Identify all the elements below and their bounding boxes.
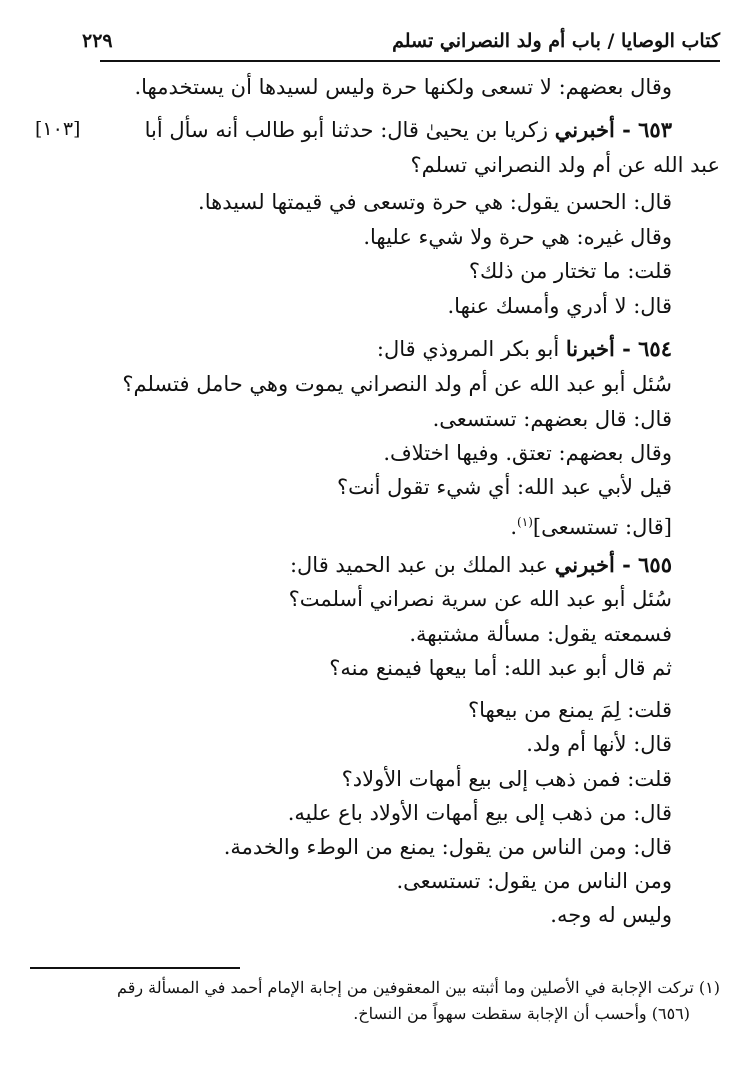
text-line: سُئل أبو عبد الله عن أم ولد النصراني يموت وهي حامل فتسلم؟ <box>122 372 672 396</box>
text-line: قال: لأنها أم ولد. <box>526 732 672 756</box>
footnote-marker: (١) <box>517 515 533 529</box>
text-line: عبد الله عن أم ولد النصراني تسلم؟ <box>410 153 720 177</box>
page-number: ٢٢٩ <box>82 30 119 52</box>
entry-verb: أخبرني <box>554 552 615 577</box>
text-line: وقال بعضهم: تعتق. وفيها اختلاف. <box>383 441 672 465</box>
footnote-divider <box>30 967 240 969</box>
text-line: [قال: تستسعى]$^{(١)}$. <box>510 515 672 539</box>
entry-number: ٦٥٥ - <box>614 552 672 577</box>
text-line: قال: من ذهب إلى بيع أمهات الأولاد باع عليه. <box>287 801 672 825</box>
text-line: قلت: ما تختار من ذلك؟ <box>468 259 672 283</box>
text-line: قلت: فمن ذهب إلى بيع أمهات الأولاد؟ <box>341 767 672 791</box>
text-line: ٦٥٣ - أخبرني زكريا بن يحيىٰ قال: حدثنا أبو طالب أنه سأل أبا <box>144 117 672 142</box>
text-line: قال: الحسن يقول: هي حرة وتسعى في قيمتها لسيدها. <box>198 190 672 214</box>
text-line: ثم قال أبو عبد الله: أما بيعها فيمنع منه؟ <box>329 656 672 680</box>
margin-reference: [١٠٣] <box>35 118 81 140</box>
text-line: قال: قال بعضهم: تستسعى. <box>432 407 672 431</box>
entry-verb: أخبرنا <box>565 336 615 361</box>
text-line: ومن الناس من يقول: تستسعى. <box>396 869 672 893</box>
text-line: قيل لأبي عبد الله: أي شيء تقول أنت؟ <box>336 475 672 499</box>
text-line: فسمعته يقول: مسألة مشتبهة. <box>409 622 672 646</box>
text-line: سُئل أبو عبد الله عن سرية نصراني أسلمت؟ <box>288 587 672 611</box>
text-line: وقال غيره: هي حرة ولا شيء عليها. <box>363 225 672 249</box>
entry-number: ٦٥٣ - <box>614 117 672 142</box>
entry-number: ٦٥٤ - <box>614 336 672 361</box>
text-line: ٦٥٤ - أخبرنا أبو بكر المروذي قال: <box>376 336 672 361</box>
text-line: وليس له وجه. <box>550 903 672 927</box>
entry-verb: أخبرني <box>554 117 615 142</box>
footnote-line: (٦٥٦) وأحسب أن الإجابة سقطت سهواً من النساخ. <box>353 1004 690 1023</box>
header-title: كتاب الوصايا / باب أم ولد النصراني تسلم <box>384 30 720 52</box>
text-line: وقال بعضهم: لا تسعى ولكنها حرة وليس لسيدها أن يستخدمها. <box>134 75 672 99</box>
text-line: ٦٥٥ - أخبرني عبد الملك بن عبد الحميد قال: <box>289 552 672 577</box>
text-line: قال: ومن الناس من يقول: يمنع من الوطء والخدمة. <box>223 835 672 859</box>
text-line: قلت: لِمَ يمنع من بيعها؟ <box>467 698 672 722</box>
running-header <box>82 30 720 62</box>
footnote-line: (١) تركت الإجابة في الأصلين وما أثبته بين المعقوفين من إجابة الإمام أحمد في المسألة رقم <box>117 978 720 997</box>
text-line: قال: لا أدري وأمسك عنها. <box>447 294 672 318</box>
